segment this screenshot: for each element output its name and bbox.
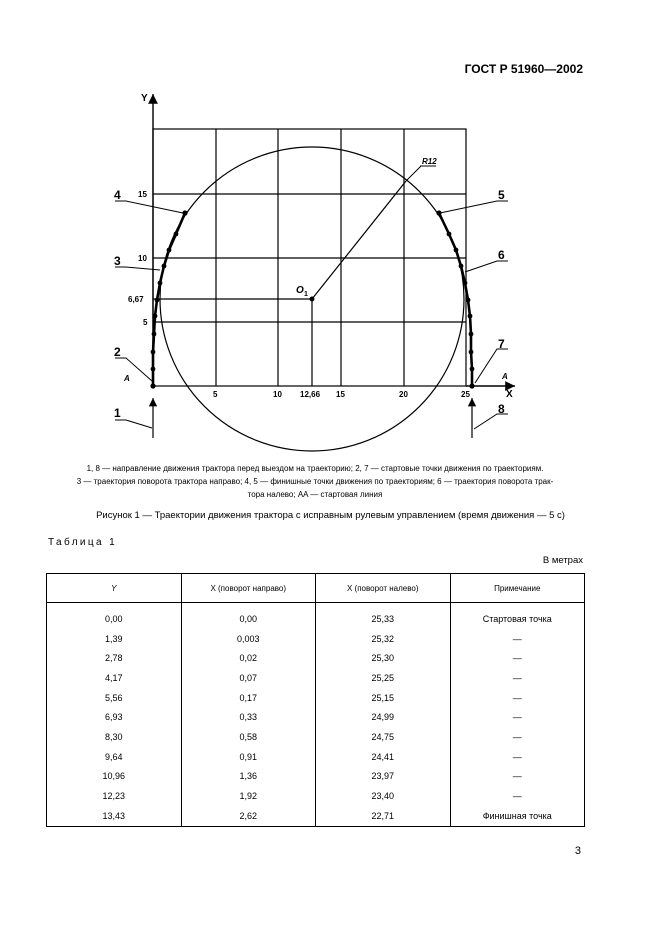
center-label: O (296, 285, 304, 296)
figure-caption: Рисунок 1 — Траектории движения трактора с исправным рулевым управлением (время движения — 5 с) (96, 510, 565, 521)
x-tick-10: 10 (273, 390, 282, 399)
y-tick-5: 5 (143, 318, 148, 327)
radius-line (312, 181, 406, 299)
x-tick-20: 20 (399, 390, 408, 399)
y-tick-6-67: 6,67 (128, 295, 144, 304)
data-table (46, 573, 585, 827)
table-row: 8,30 0,58 24,75 — (47, 727, 585, 747)
y-tick-10: 10 (138, 254, 147, 263)
x-tick-15: 15 (336, 390, 345, 399)
header-x-right: X (поворот направо) (181, 574, 316, 603)
table-row: 0,00 0,00 25,33 Стартовая точка (47, 603, 585, 629)
start-line-label-left: A (124, 374, 130, 383)
radius-leader (406, 166, 421, 181)
y-axis-label: Y (141, 93, 148, 104)
header-note: Примечание (450, 574, 585, 603)
x-tick-12-66: 12,66 (300, 390, 321, 399)
y-tick-15: 15 (138, 190, 147, 199)
table-label: Таблица 1 (48, 537, 118, 548)
legend-line-3: тора налево; AA — стартовая линия (247, 490, 383, 499)
table-row: 13,43 2,62 22,71 Финишная точка (47, 806, 585, 826)
radius-label: R12 (422, 157, 437, 166)
callout-1: 1 (114, 406, 121, 420)
table-row: 9,64 0,91 24,41 — (47, 747, 585, 767)
header-y: Y (47, 574, 182, 603)
callout-7: 7 (498, 337, 505, 351)
header-x-left: X (поворот налево) (316, 574, 451, 603)
document-header: ГОСТ Р 51960—2002 (464, 62, 583, 76)
figure-legend (46, 462, 584, 501)
x-tick-5: 5 (213, 390, 218, 399)
callout-6: 6 (498, 248, 505, 262)
table-row: 1,39 0,003 25,32 — (47, 629, 585, 649)
table-row: 12,23 1,92 23,40 — (47, 786, 585, 806)
legend-line-1: 1, 8 — направление движения трактора перед выездом на траекторию; 2, 7 — стартовые точки движения по траекториям. (86, 464, 544, 473)
callouts (114, 188, 505, 420)
callout-5: 5 (498, 188, 505, 202)
callout-2: 2 (114, 345, 121, 359)
start-line-label-right: A (502, 372, 508, 381)
table-row: 5,56 0,17 25,15 — (47, 688, 585, 708)
table-row: 4,17 0,07 25,25 — (47, 668, 585, 688)
page-number: 3 (574, 845, 581, 857)
table-row: 2,78 0,02 25,30 — (47, 648, 585, 668)
callout-4: 4 (114, 188, 121, 202)
center-label-sub: 1 (304, 291, 308, 298)
legend-line-2: 3 — траектория поворота трактора направо; 4, 5 — финишные точки движения по траекториям; 6 — траектория поворота трак- (76, 477, 554, 486)
trajectory-figure (0, 0, 661, 460)
table-row: 6,93 0,33 24,99 — (47, 707, 585, 727)
x-tick-25: 25 (461, 390, 470, 399)
x-axis-label: X (506, 389, 513, 400)
callout-8: 8 (498, 402, 505, 416)
table-header-row (47, 574, 585, 603)
callout-3: 3 (114, 254, 121, 268)
table-units: В метрах (542, 555, 583, 566)
center-point (310, 297, 315, 302)
table-row: 10,96 1,36 23,97 — (47, 767, 585, 787)
